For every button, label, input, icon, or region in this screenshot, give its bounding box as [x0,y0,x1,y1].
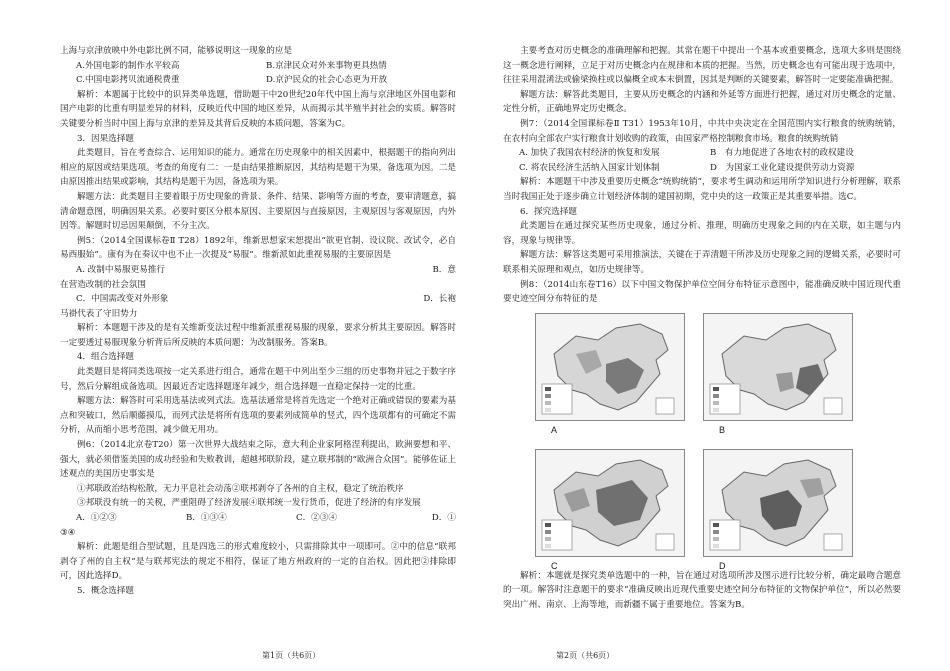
option-c: C．②③④ [296,513,337,523]
analysis-paragraph: 解析：本题题干涉及的是有关维新变法过程中维新派重视易服的现象，要求分析其主要原因。解答时一定要透过易服现象分析背后所反映的本质问题：为改制服务。答案B。 [60,323,456,348]
analysis-paragraph: 解析：本题题干中涉及重要历史概念“统购统销”，要求考生调动和运用所学知识进行分析理解，联系当时我国正处于逐步确立计划经济体制的建国初期，党中央的这一政策正是其重要举措。选C。 [503,177,901,202]
option-d-cont: 马褂代表了守旧势力 [60,308,138,319]
option-d: D.京沪民众的社会心态更为开放 [266,75,388,86]
analysis-paragraph: 解析：此题是组合型试题，且是四选三的形式难度较小，只需排除其中一项即可。②中的信息“联邦剥夺了州的自主权”是与联邦宪法的规定不相符，保证了地方州政府的一定的自治权。因此把②排除即可，因此选择D。 [60,542,456,582]
option-b: B．①③④ [186,513,227,523]
paragraph: 此类题目是将同类选项按一定关系进行组合，通常在题干中列出至少三组的历史事物并冠之于数字序号，然后分解组成备选项。因最近否定选择题逐年减少，组合选择题一直稳定保持一定的比重。 [60,367,456,392]
option-c: C.中国电影拷贝流通税费重 [76,75,180,86]
example-5: 例5：（2014全国课标卷Ⅱ T28）1892年，维新思想家宋恕提出“欲更官制、设议院、改试令，必自易西服始”。康有为在奏议中也不止一次提及“易服”。维新派如此重视易服的主要原因是 [60,235,456,261]
option-a: A．①②③ [76,513,117,523]
option-b: B．意 [432,264,456,275]
page-number-right: 第2页（共6页） [556,651,615,660]
example-5-options-row-2 [60,292,456,307]
option-d: D 为国家工业化建设提供劳动力资源 [710,162,855,173]
map-d-image [703,449,853,557]
map-c-image [535,449,685,557]
map-label-c: C [551,560,558,571]
section-heading-6: 6．探究选择题 [520,206,578,217]
map-a-image [535,313,685,421]
question-stem-end: 上海与京津放映中外电影比例不同，能够说明这一现象的应是 [60,46,293,56]
example-6-items-2: ③邦联没有统一的关税，严重阻碍了经济发展④联邦统一发行货币，促进了经济的有序发展 [77,498,421,509]
option-d: D．长袍 [423,294,456,305]
method-paragraph: 解题方法：此类题目主要着眼于历史现象的背景、条件、结果、影响等方面的考查，要审清题意，搞清命题意图，明确因果关系。必要时要区分根本原因、主要原因与直接原因，主观原因与客观原因，内外因等。解题时切忌因果颠倒，不分主次。 [60,191,456,232]
example-5-options-row-1 [60,263,456,278]
options-row-2 [60,73,456,88]
option-b: B.京津民众对外来事物更具热情 [266,60,387,71]
china-map-icon [704,450,852,556]
map-label-a: A [551,424,558,435]
map-figure-grid [525,309,901,571]
options-row-1 [60,59,456,74]
option-c: C．中国需改变对外形象 [76,294,169,305]
example-6-options [60,511,456,526]
china-map-icon [536,314,684,420]
paragraph: 主要考查对历史概念的准确理解和把握。其常在题干中提出一个基本或重要概念，选项大多则是围绕这一概念进行阐释，立足于对历史概念内在规律和本质的把握。当然，历史概念也有可能出现于选项中，往往采用混淆法或偷梁换柱或以偏概全或本末倒置，因其是判断的关键要素，解答时一定要能准确把握。 [503,46,901,86]
map-b-image [703,313,853,421]
page-number-left: 第1页（共6页） [262,651,321,660]
map-label-b: B [719,424,726,435]
method-paragraph: 解题方法：解答这类题可采用推演法，关键在于弄清题干所涉及历史现象之间的逻辑关系，必要时可联系相关原理和观点，如历史规律等。 [503,250,901,275]
option-a: A. 改制中易服更易推行 [76,264,166,275]
section-heading-4: 4．组合选择题 [77,352,135,363]
paragraph: 此类题目，旨在考查综合、运用知识的能力。通常在历史现象中的相关因素中，根据题干的指向列出相应的原因或结果选项。考查的角度有二：一是由结果推断原因，其结构是题干为果，备选项为因。二是由原因推出结果或影响，其结构是题干为因，备选项为果。 [60,148,456,188]
option-b-cont: 在营造改制的社会氛围 [60,279,146,290]
left-column [60,44,456,599]
option-a: A. 加快了我国农村经济的恢复和发展 [519,148,660,159]
method-paragraph: 解题方法：解答时可采用选基法或列式法。选基法通常是将首先选定一个绝对正确或错误的要素为基点和突破口，然后顺藤摸瓜，而列式法是将所有选项的要素列成简单的竖式，四个选项都有的可确定不需分析，从而缩小思考范围，减少做无用功。 [60,396,456,436]
analysis-paragraph: 解析：本题属于比较中的识异类单选题，借助题干中20世纪20年代中国上海与京津地区外国电影和国产电影的比重有明显差异的材料，反映近代中国的地区差异，从而揭示其半殖半封社会的实质。解答时关键要分析当时中国上海与京津的差异及其背后反映的本质问题，答案为C。 [60,89,456,129]
option-d: D．① [431,513,456,523]
example-7-options-row-2 [503,161,901,176]
right-column [503,44,901,612]
example-6-items-1: ①邦联政治结构松散，无力平息社会动荡②联邦剥夺了各州的自主权，稳定了统治秩序 [77,483,404,494]
section-heading-5: 5．概念选择题 [77,585,135,596]
example-7: 例7：（2014全国课标卷Ⅱ T31）1953年10月，中共中央决定在全国范围内实行粮食的统购统销，在农村向全部农户实行粮食计划收购的政策，由国家严格控制粮食市场。粮食的统购统销 [503,118,901,144]
option-c: C. 将农民经济生活纳入国家计划体制 [519,162,660,173]
option-a: A.外国电影的制作水平较高 [76,60,180,71]
example-7-options-row-1 [503,146,901,161]
example-6: 例6：（2014北京卷T20）第一次世界大战结束之际，意大利企业家阿格涅利提出，欧洲要想和平、强大，就必须借鉴美国的成功经验和失败教训，超越邦联阶段，建立联邦制的“欧洲合众国”。能够佐证上述观点的美国历史事实是 [60,440,456,480]
china-map-icon [536,450,684,556]
paragraph: 此类题旨在通过探究某些历史现象，通过分析、推理，明确历史现象之间的内在关联，如主题与内容，现象与规律等。 [503,221,901,246]
map-label-d: D [719,560,726,571]
analysis-paragraph: 解析：本题就是探究类单选题中的一种，旨在通过对选项所涉及图示进行比较分析，确定最吻合题意的一项。解答时注意题干的要求“准确反映出近现代重要史迹空间分布特征的文物保护单位”，所以必然要突出广州、南京、上海等地，而新疆不属于重要地位。答案为B。 [503,570,901,610]
option-d-cont: ③④ [60,527,76,538]
method-paragraph: 解题方法：解答此类题目，主要从历史概念的内涵和外延等方面进行把握，通过对历史概念的定量、定性分析，正确地界定历史概念。 [503,89,901,115]
example-8: 例8：（2014山东卷T16）以下中国文物保护单位空间分布特征示意图中，能准确反映中国近现代重要史迹空间分布特征的是 [503,279,901,305]
section-heading-3: 3．因果选择题 [77,133,135,144]
china-map-icon [704,314,852,420]
option-b: B 有力地促进了各地农村的政权建设 [710,148,854,159]
